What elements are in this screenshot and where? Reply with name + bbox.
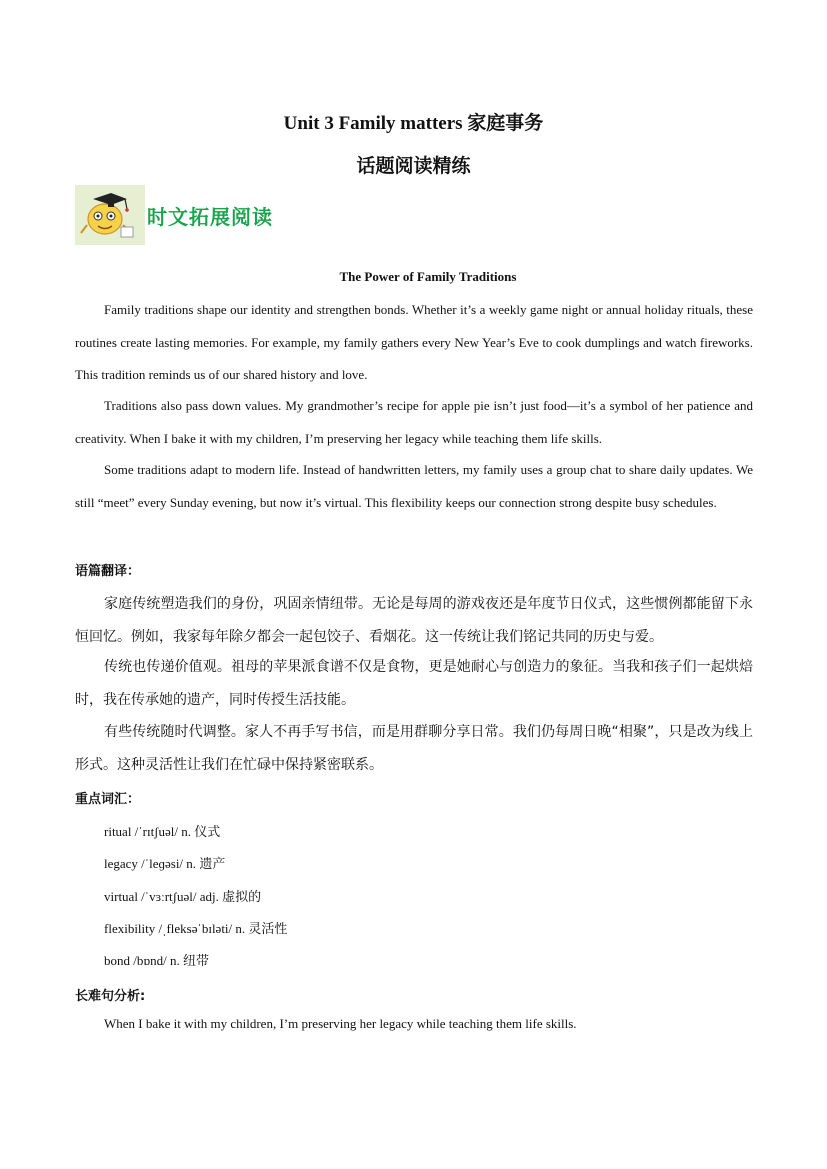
vocab-term: bond /bɒnd/ n.	[104, 953, 180, 968]
vocab-meaning: 遗产	[199, 857, 226, 872]
vocabulary-heading: 重点词汇：	[75, 792, 141, 807]
translation-paragraph: 传统也传递价值观。祖母的苹果派食谱不仅是食物，更是她耐心与创造力的象征。当我和孩子们一起烘焙时，我在传承她的遗产，同时传授生活技能。	[75, 659, 753, 708]
analysis-heading: 长难句分析:	[75, 989, 146, 1004]
vocab-meaning: 虚拟的	[222, 890, 262, 905]
vocab-item	[104, 950, 209, 969]
vocab-item	[104, 886, 261, 905]
article-title: The Power of Family Traditions	[339, 269, 517, 284]
section-banner-label: 时文拓展阅读	[147, 205, 273, 229]
vocab-term: ritual /ˈrɪtʃuəl/ n.	[104, 824, 192, 839]
vocab-item	[104, 853, 225, 872]
document-title: Unit 3 Family matters 家庭事务	[283, 113, 544, 134]
vocab-term: flexibility /ˌfleksəˈbɪləti/ n.	[104, 921, 246, 936]
article-paragraph: Traditions also pass down values. My grandmother’s recipe for apple pie isn’t just food—it’s a symbol of her patience and creativity. When I bake it with my children, I’m preserving her legacy while teaching them life skills.	[75, 398, 753, 446]
translation-paragraph: 有些传统随时代调整。家人不再手写书信，而是用群聊分享日常。我们仍每周日晚“相聚”，只是改为线上形式。这种灵活性让我们在忙碌中保持紧密联系。	[75, 724, 753, 773]
translation-heading: 语篇翻译：	[75, 564, 141, 579]
graduate-cartoon-icon	[75, 185, 145, 245]
vocab-meaning: 纽带	[183, 954, 210, 969]
vocab-term: legacy /ˈleɡəsi/ n.	[104, 856, 197, 871]
vocab-item	[104, 918, 287, 937]
vocab-meaning: 仪式	[194, 825, 221, 840]
analysis-sentence: When I bake it with my children, I’m preserving her legacy while teaching them life skills.	[104, 1016, 577, 1031]
translation-paragraph: 家庭传统塑造我们的身份，巩固亲情纽带。无论是每周的游戏夜还是年度节日仪式，这些惯例都能留下永恒回忆。例如，我家每年除夕都会一起包饺子、看烟花。这一传统让我们铭记共同的历史与爱。	[75, 596, 753, 645]
vocab-meaning: 灵活性	[248, 922, 288, 937]
article-paragraph: Some traditions adapt to modern life. Instead of handwritten letters, my family uses a group chat to share daily updates. We still “meet” every Sunday evening, but now it’s virtual. This flexibility keeps our connection strong despite busy schedules.	[75, 462, 753, 510]
article-paragraph: Family traditions shape our identity and strengthen bonds. Whether it’s a weekly game night or annual holiday rituals, these routines create lasting memories. For example, my family gathers every New Year’s Eve to cook dumplings and watch fireworks. This tradition reminds us of our shared history and love.	[75, 302, 753, 382]
document-subtitle: 话题阅读精练	[356, 156, 471, 177]
vocab-item	[104, 821, 220, 840]
vocab-term: virtual /ˈvɜːrtʃuəl/ adj.	[104, 889, 219, 904]
